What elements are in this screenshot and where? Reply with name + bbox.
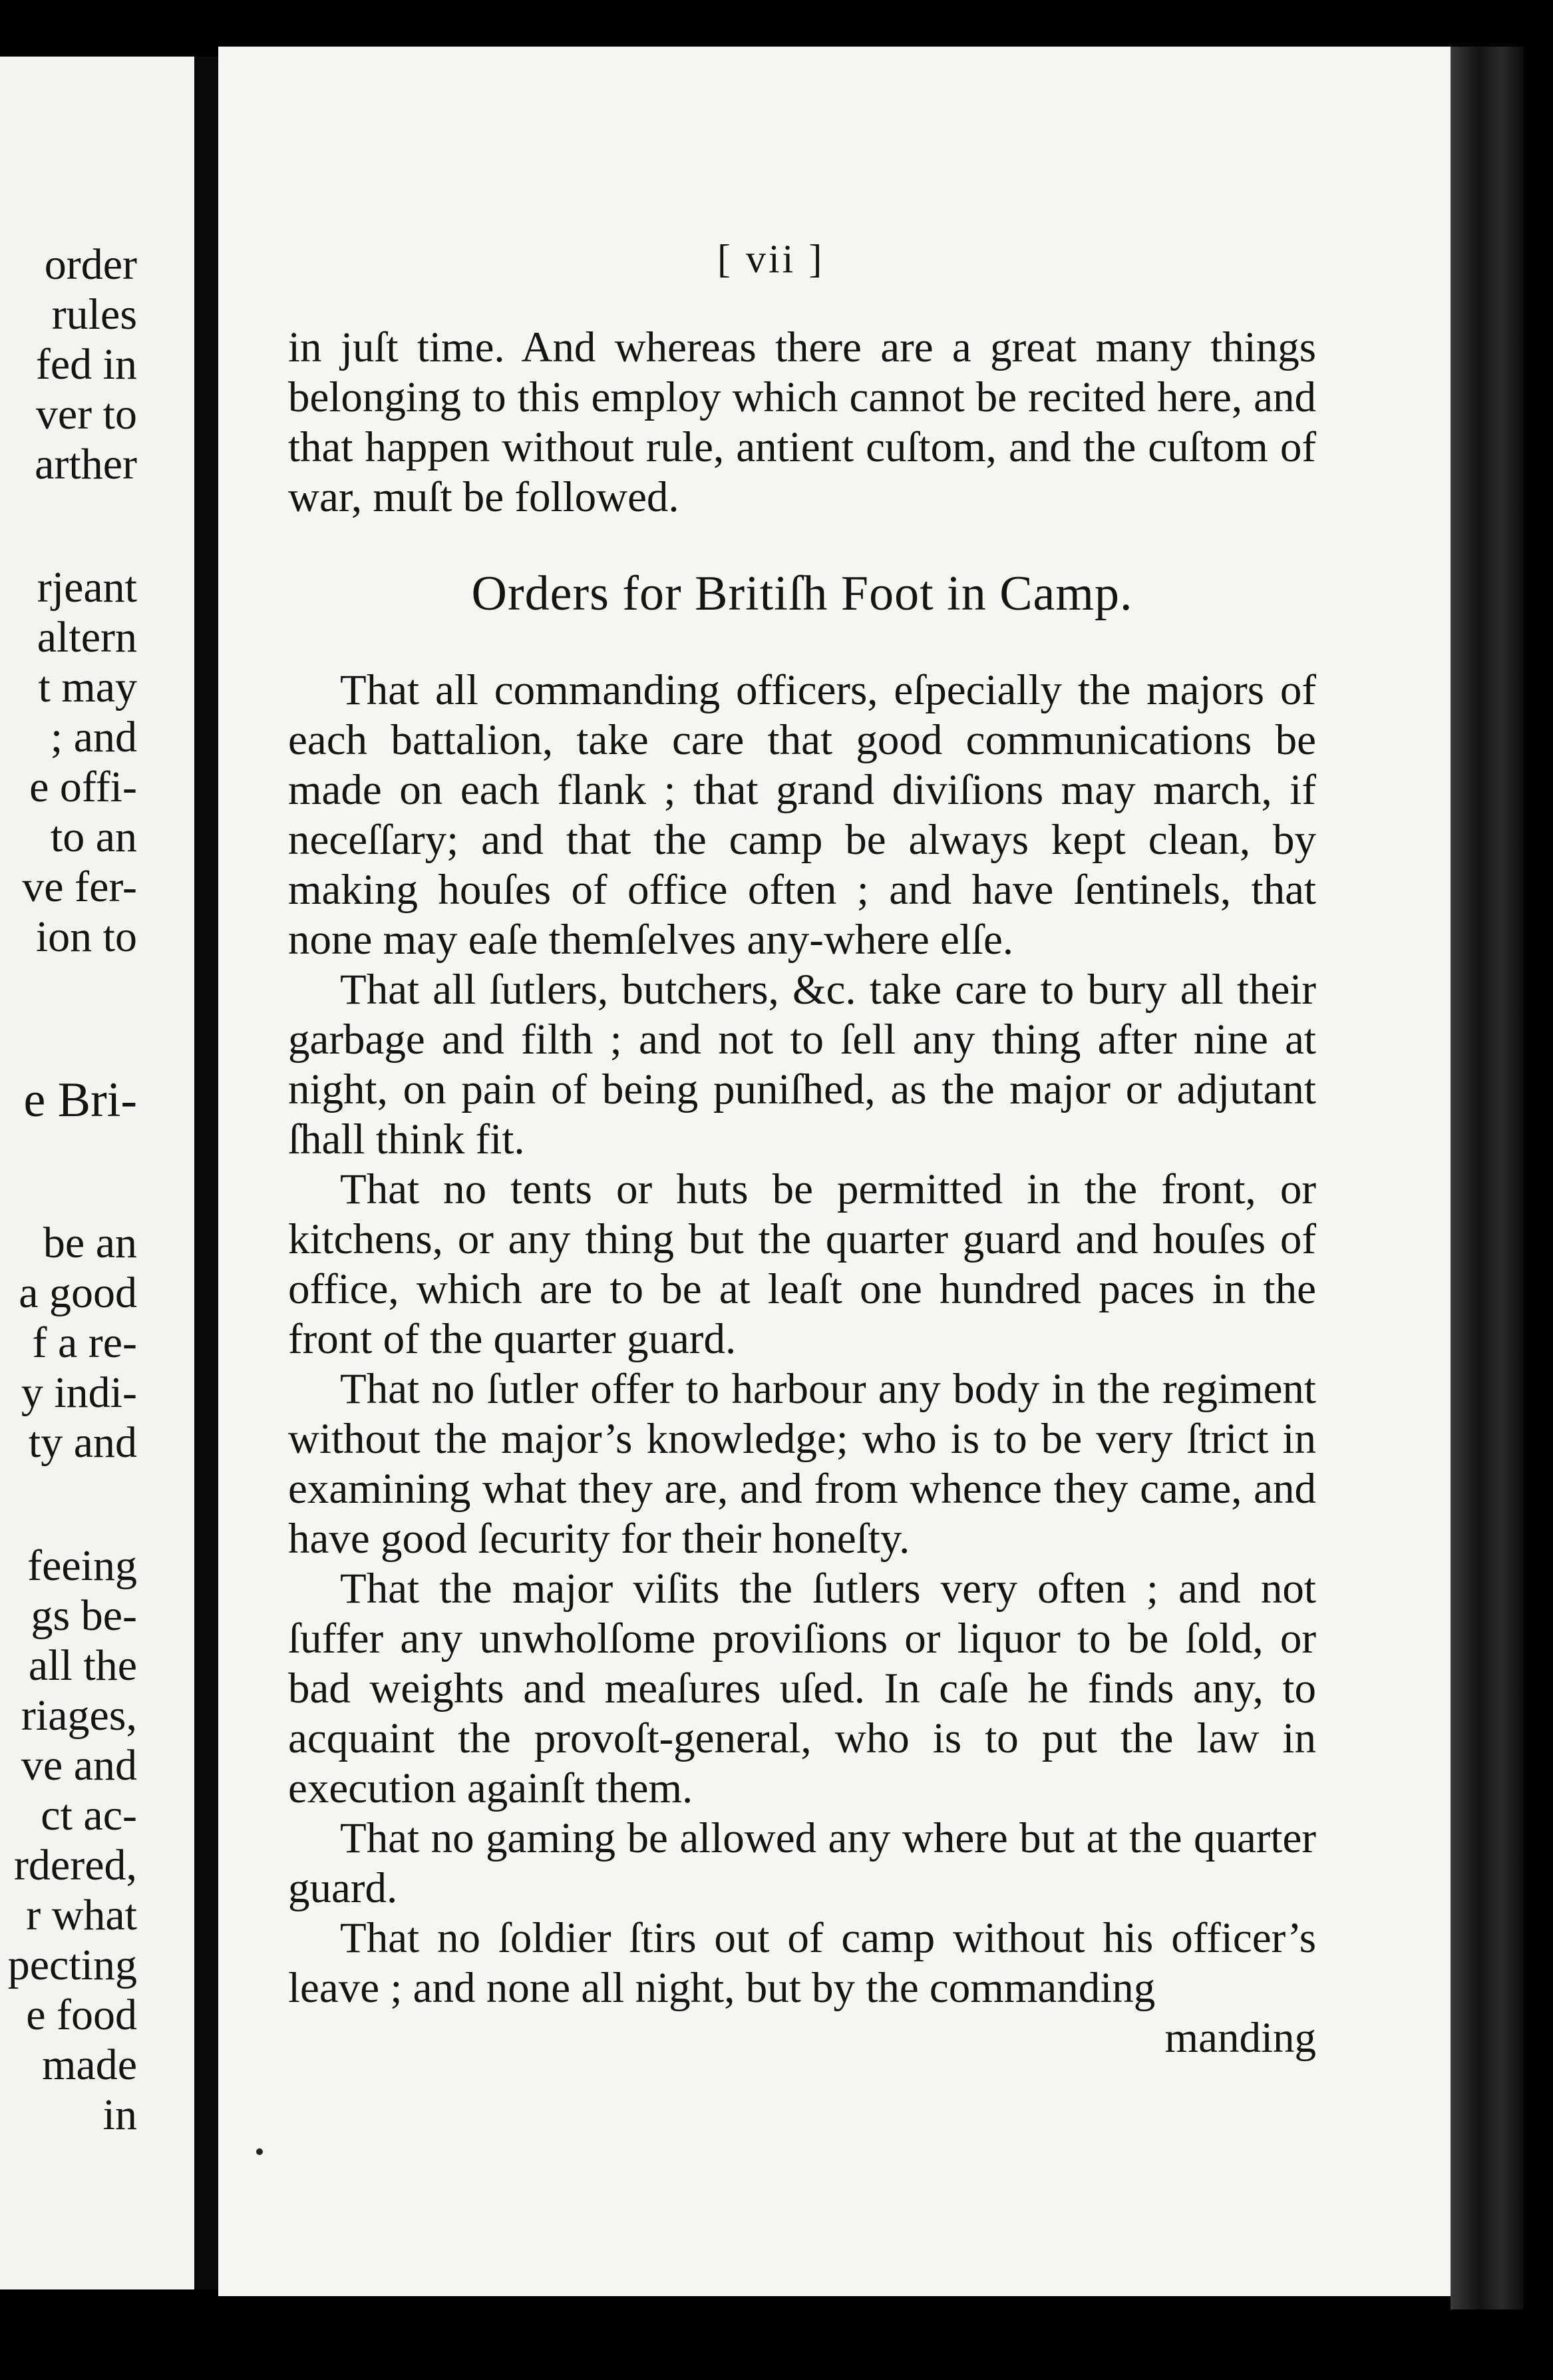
facing-page-fragment: e Bri- — [23, 1073, 137, 1127]
paragraph-3: That no tents or huts be permitted in the front, or kitchens, or any thing but the quarter guard and houſes of office, which are to be at leaſt one hundred paces in the front of the quarter guard. — [288, 1165, 1316, 1363]
book-gutter — [194, 57, 218, 2289]
paragraph-5: That the major viſits the ſutlers very often ; and not ſuffer any unwholſome proviſions or liquor to be ſold, or bad weights and meaſures uſed. In caſe he finds any, to acquaint the provoſt-general, who is to put the law in execution againſt them. — [288, 1565, 1316, 1812]
page-number: [ vii ] — [717, 237, 825, 281]
paragraph-4: That no ſutler offer to harbour any body in the regiment without the major’s knowledge; who is to be very ſtrict in examining what they are, and from whence they came, and have good ſecurity for their honeſty. — [288, 1365, 1316, 1563]
page-body — [288, 323, 1316, 2063]
facing-page-fragment: altern — [37, 613, 137, 662]
facing-page-fragment: rdered, — [13, 1841, 137, 1889]
facing-page-fragment: made — [42, 2041, 137, 2089]
opening-paragraph: in juſt time. And whereas there are a great many things belonging to this employ which cannot be recited here, and that happen without rule, antient cuſtom, and the cuſtom of war, muſt be followed. — [288, 323, 1316, 521]
catchword: manding — [1164, 2014, 1316, 2062]
facing-page-fragment: rules — [51, 290, 137, 339]
paragraph-1: That all commanding officers, eſpecially the majors of each battalion, take care that good communications be made on each flank ; that grand diviſions may march, if neceſſary; and that the camp be always kept clean, by making houſes of office often ; and have ſentinels, that none may eaſe themſelves any-where elſe. — [288, 666, 1316, 964]
ink-dot — [256, 2148, 263, 2155]
facing-page-fragment: ion to — [35, 912, 137, 961]
facing-page-fragment: f a re- — [32, 1318, 137, 1367]
facing-page-fragment: ver to — [35, 390, 137, 439]
facing-page-fragment: arther — [35, 440, 137, 489]
facing-page-fragment: ; and — [50, 713, 137, 761]
facing-page-fragment: ty and — [28, 1418, 137, 1467]
facing-page-fragment: riages, — [21, 1691, 137, 1740]
facing-page-fragment: pecting — [7, 1941, 137, 1989]
facing-page-fragment: be an — [43, 1219, 137, 1267]
page-right — [218, 47, 1469, 2296]
facing-page-fragment: rjeant — [37, 563, 137, 612]
facing-page-fragment: y indi- — [21, 1368, 137, 1417]
facing-page-fragment: ve and — [21, 1741, 137, 1790]
section-heading: Orders for Britiſh Foot in Camp. — [471, 566, 1133, 621]
facing-page-fragment: to an — [50, 813, 137, 861]
paragraph-7: That no ſoldier ſtirs out of camp without his officer’s leave ; and none all night, but by the commanding — [288, 1914, 1316, 2012]
facing-page-fragment: feeing — [27, 1541, 137, 1590]
page-edge — [1451, 47, 1524, 2309]
facing-page-fragment: a good — [19, 1269, 137, 1317]
facing-page-fragment: order — [44, 240, 137, 289]
facing-page-fragment: in — [102, 2090, 137, 2139]
facing-page-fragment: ct ac- — [41, 1791, 137, 1840]
facing-page-fragment: e food — [26, 1991, 137, 2039]
facing-page-fragment: gs be- — [31, 1591, 137, 1640]
facing-page-fragment: all the — [28, 1641, 137, 1690]
facing-page-fragment: e offi- — [29, 763, 137, 811]
facing-page-fragment: r what — [26, 1891, 137, 1939]
paragraph-6: That no gaming be allowed any where but at the quarter guard. — [288, 1814, 1316, 1912]
facing-page-fragment: ve fer- — [22, 863, 137, 911]
facing-page-fragment: fed in — [35, 340, 137, 389]
paragraph-2: That all ſutlers, butchers, &c. take care to bury all their garbage and filth ; and not to ſell any thing after nine at night, on pain of being puniſhed, as the major or adjutant ſhall think fit. — [288, 966, 1316, 1163]
facing-page-left — [0, 57, 194, 2289]
facing-page-fragment: t may — [38, 663, 137, 711]
